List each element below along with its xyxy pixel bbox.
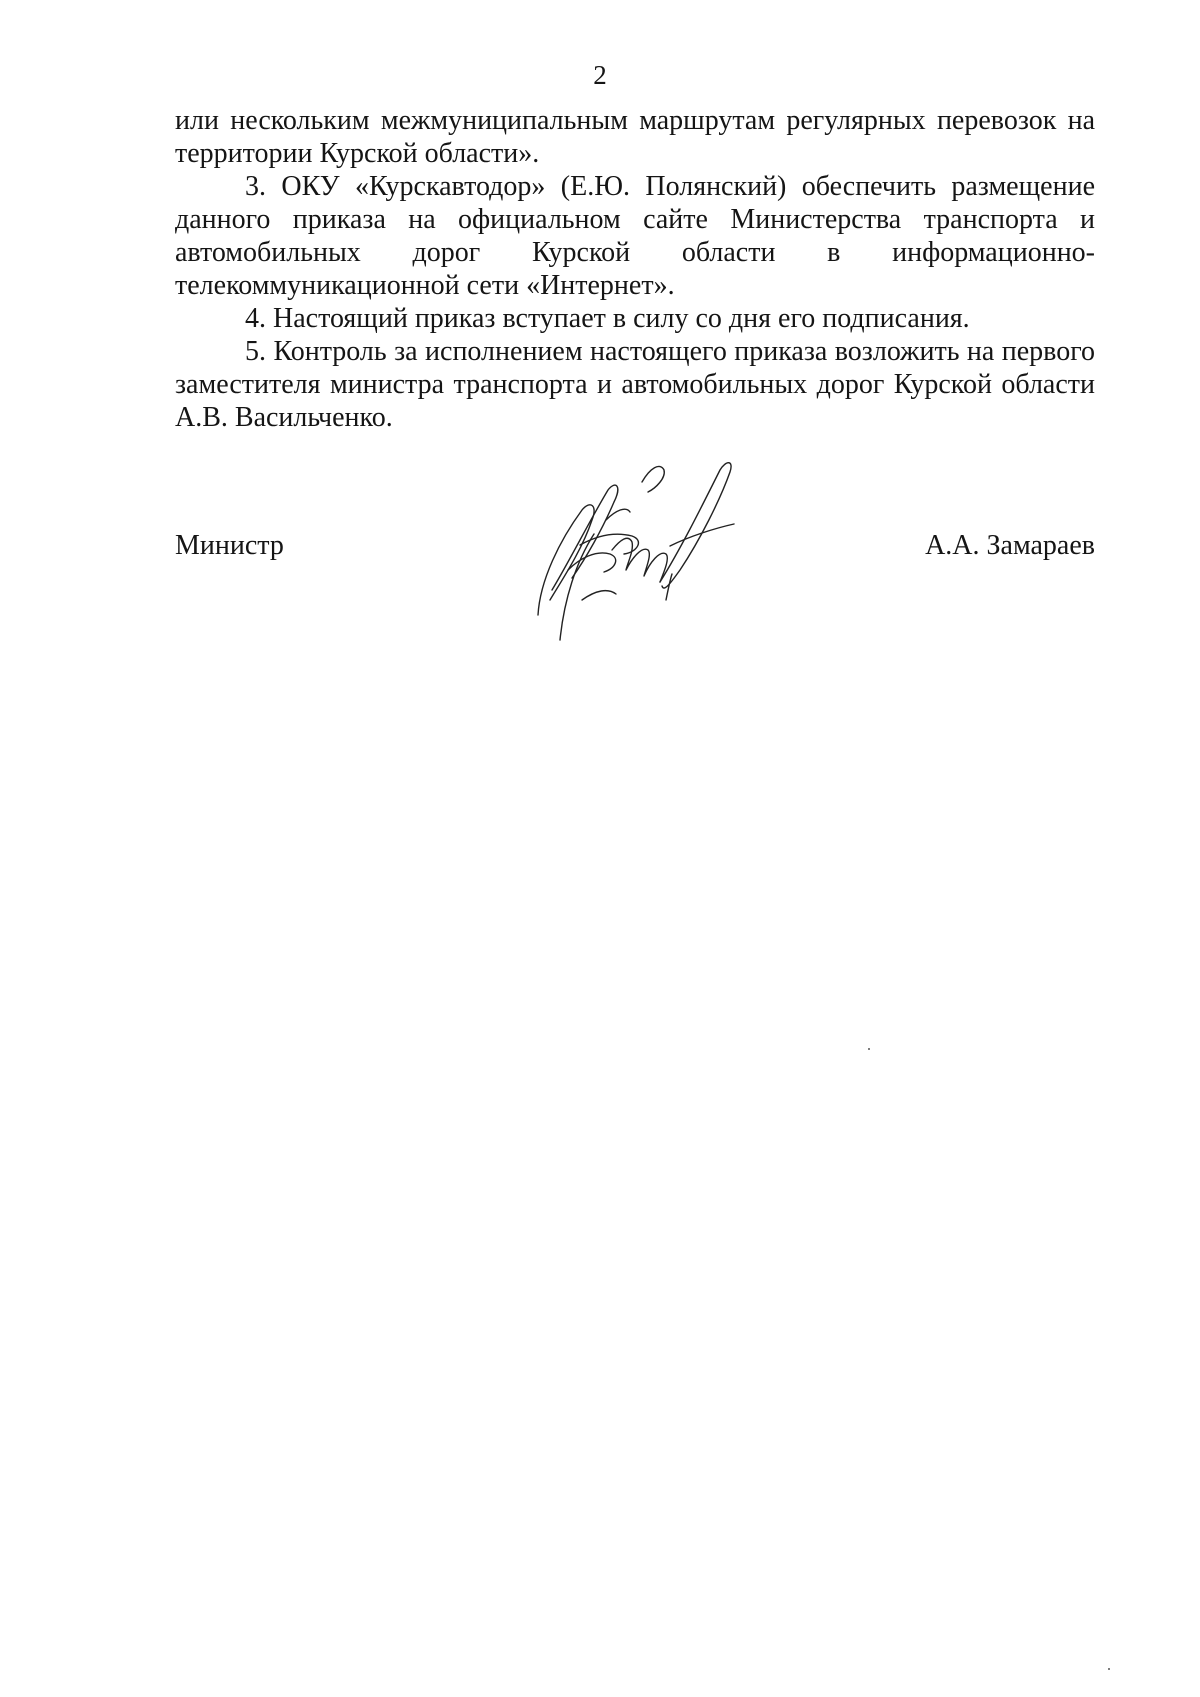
paragraph-item-5: 5. Контроль за исполнением настоящего приказа возложить на первого заместителя министра транспорта и автомобильных дорог Курской области А.В. Васильченко.	[175, 336, 1095, 433]
signatory-position: Министр	[175, 530, 284, 561]
document-body	[175, 104, 1095, 434]
scan-speck	[868, 1048, 870, 1050]
page-number: 2	[593, 60, 607, 90]
signatory-name: А.А. Замараев	[925, 530, 1095, 561]
scan-speck	[1108, 1668, 1110, 1670]
paragraph-item-4: 4. Настоящий приказ вступает в силу со дня его подписания.	[245, 303, 970, 334]
handwritten-signature	[520, 450, 780, 650]
paragraph-continuation: или нескольким межмуниципальным маршрутам регулярных перевозок на территории Курской области».	[175, 105, 1095, 169]
paragraph-item-3: 3. ОКУ «Курскавтодор» (Е.Ю. Полянский) обеспечить размещение данного приказа на официальном сайте Министерства транспорта и автомобильных дорог Курской области в информационно-телекоммуникационной сети «Интернет».	[175, 171, 1095, 301]
